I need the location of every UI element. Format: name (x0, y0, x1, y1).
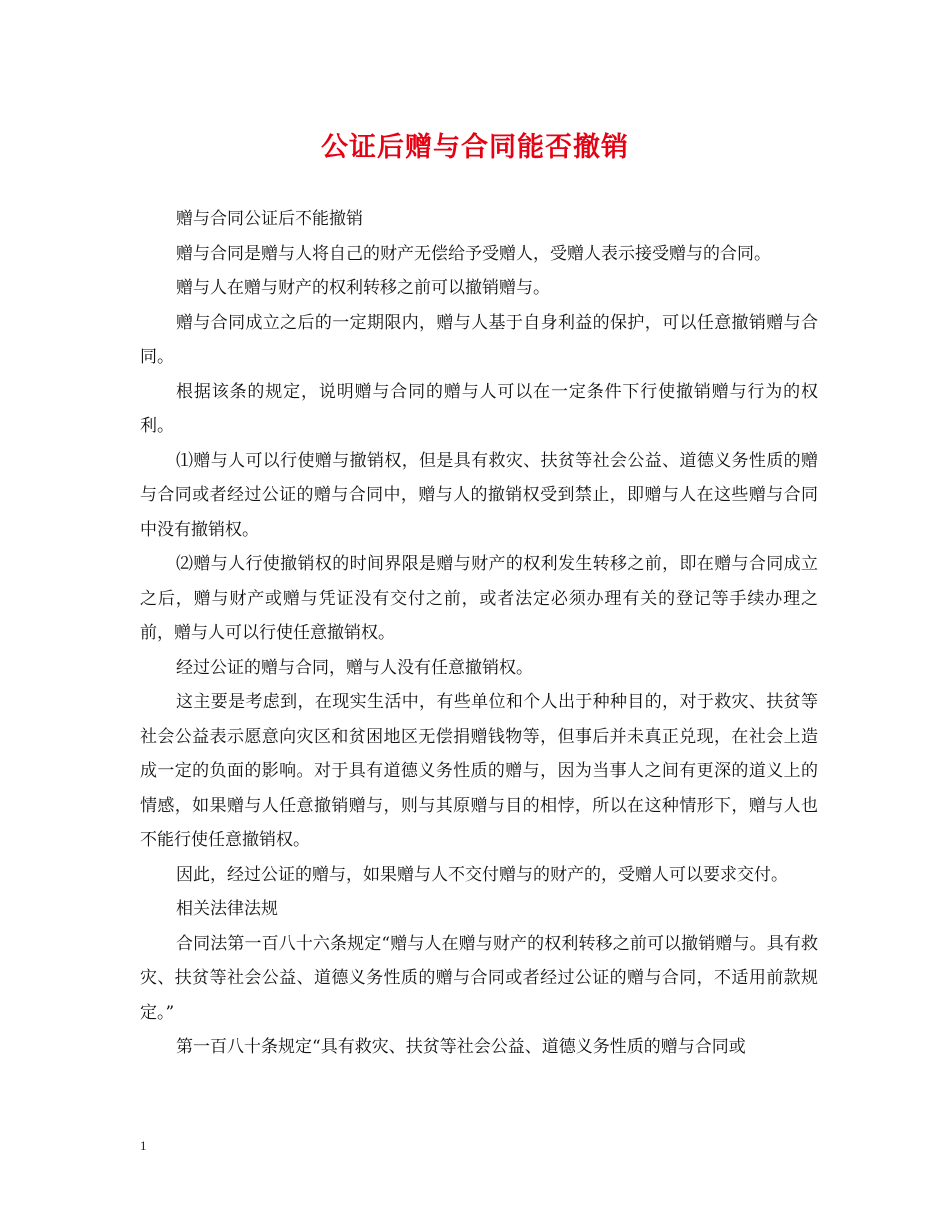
paragraph: 第一百八十条规定“具有救灾、扶贫等社会公益、道德义务性质的赠与合同或 (176, 1037, 746, 1057)
paragraph: ⑵赠与人行使撤销权的时间界限是赠与财产的权利发生转移之前，即在赠与合同成立之后，赠与财产或赠与凭证没有交付之前，或者法定必须办理有关的登记等手续办理之前，赠与人可以行使任意撤销权。 (140, 554, 818, 643)
section-heading: 相关法律法规 (176, 899, 278, 919)
paragraph: 合同法第一百八十六条规定“赠与人在赠与财产的权利转移之前可以撤销赠与。具有救灾、扶贫等社会公益、道德义务性质的赠与合同或者经过公证的赠与合同，不适用前款规定。” (140, 933, 818, 1023)
paragraph: ⑴赠与人可以行使赠与撤销权，但是具有救灾、扶贫等社会公益、道德义务性质的赠与合同或者经过公证的赠与合同中，赠与人的撤销权受到禁止，即赠与人在这些赠与合同中没有撤销权。 (140, 450, 818, 540)
paragraph: 经过公证的赠与合同，赠与人没有任意撤销权。 (176, 657, 533, 678)
paragraph: 赠与合同公证后不能撤销 (176, 209, 363, 229)
paragraph: 赠与合同成立之后的一定期限内，赠与人基于自身利益的保护，可以任意撤销赠与合同。 (140, 312, 818, 367)
document-title: 公证后赠与合同能否撤销 (321, 132, 629, 163)
paragraph: 根据该条的规定，说明赠与合同的赠与人可以在一定条件下行使撤销赠与行为的权利。 (140, 381, 818, 436)
document-body (140, 202, 818, 1065)
page-number: 1 (140, 1138, 147, 1153)
paragraph: 赠与人在赠与财产的权利转移之前可以撤销赠与。 (176, 278, 550, 298)
paragraph: 这主要是考虑到，在现实生活中，有些单位和个人出于种种目的，对于救灾、扶贫等社会公益表示愿意向灾区和贫困地区无偿捐赠钱物等，但事后并未真正兑现，在社会上造成一定的负面的影响。对于具有道德义务性质的赠与，因为当事人之间有更深的道义上的情感，如果赠与人任意撤销赠与，则与其原赠与目的相悖，所以在这种情形下，赠与人也不能行使任意撤销权。 (140, 692, 818, 850)
paragraph: 赠与合同是赠与人将自己的财产无偿给予受赠人，受赠人表示接受赠与的合同。 (176, 243, 771, 264)
paragraph: 因此，经过公证的赠与，如果赠与人不交付赠与的财产的，受赠人可以要求交付。 (176, 864, 788, 885)
